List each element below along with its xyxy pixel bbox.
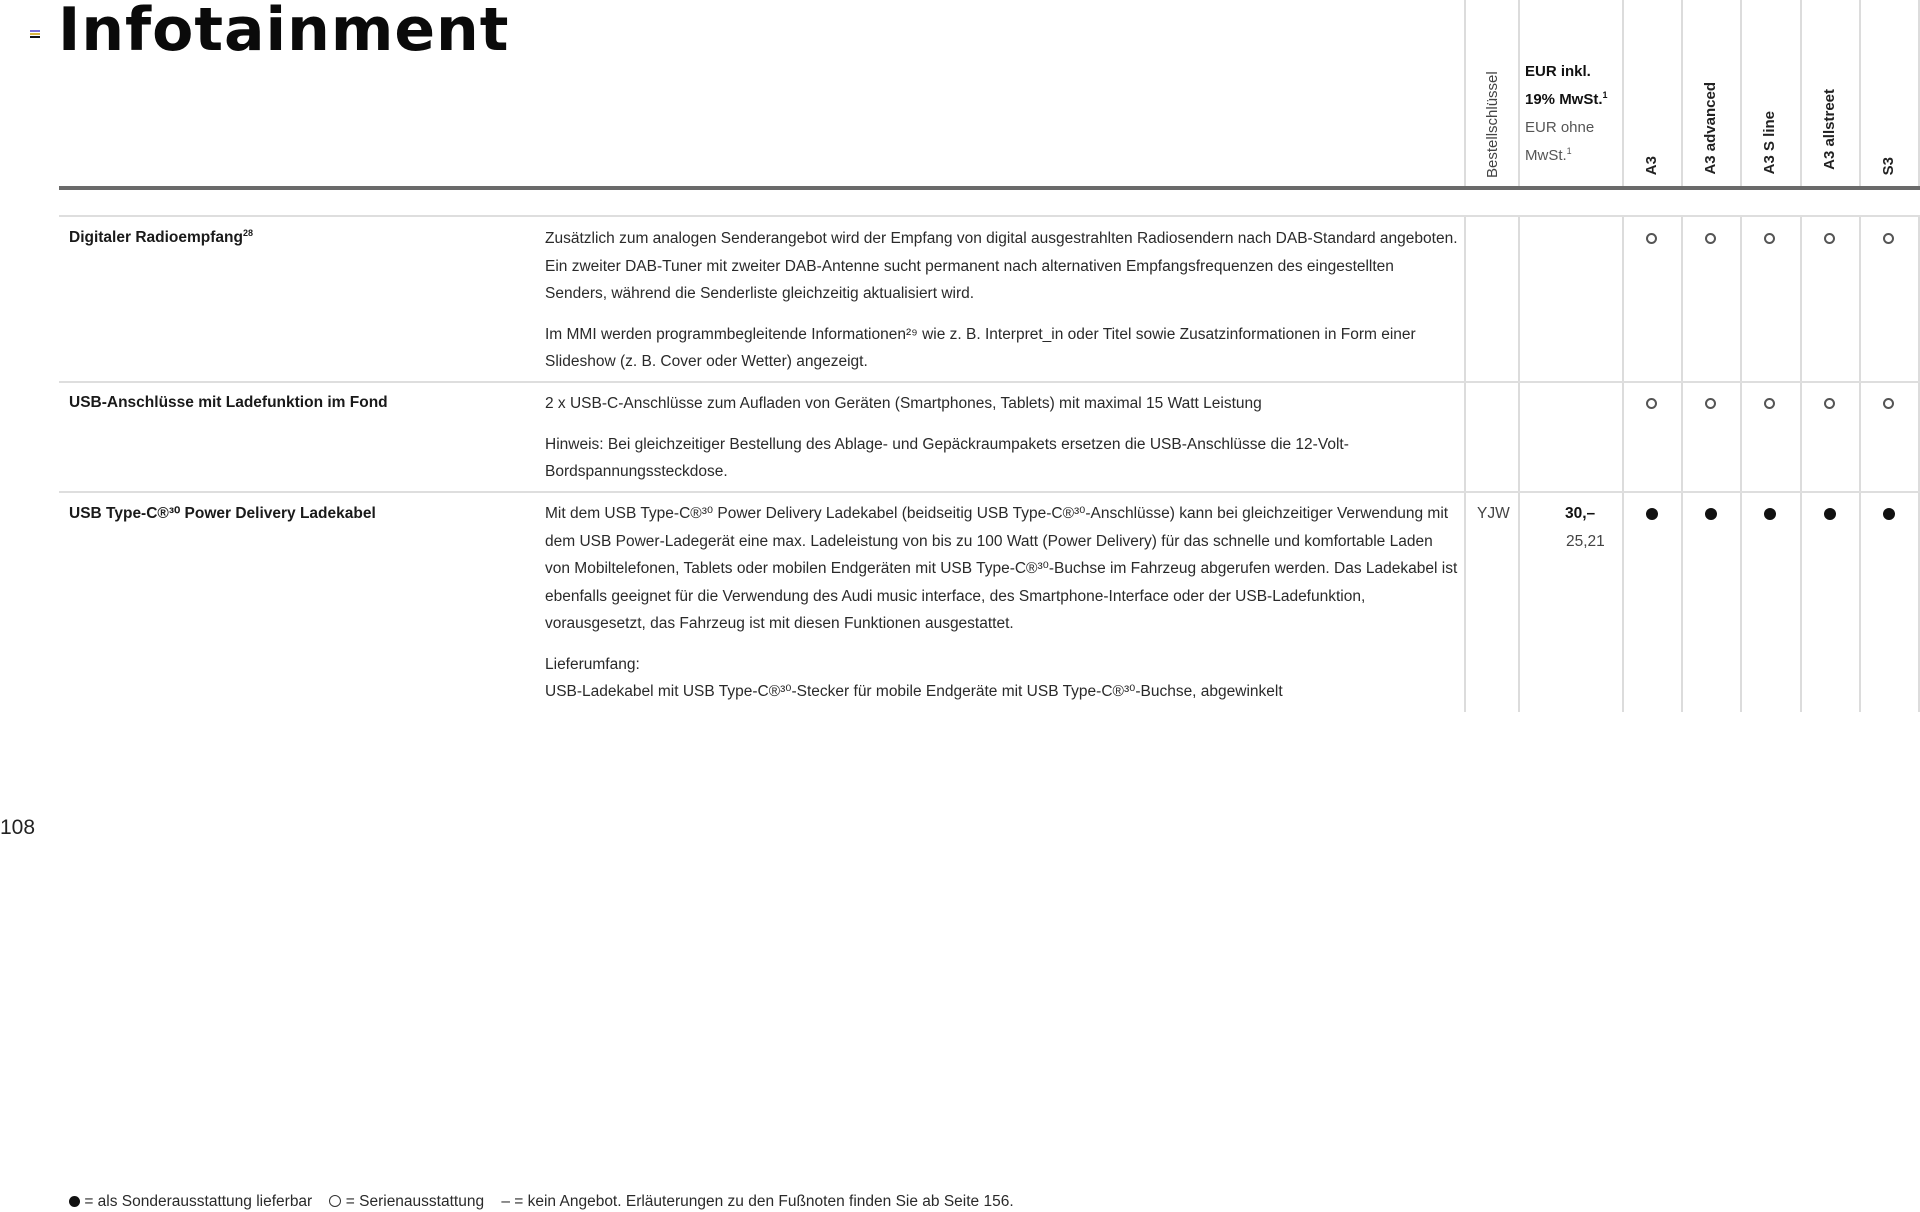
header-model-a3-advanced: A3 advanced bbox=[1702, 82, 1719, 175]
column-divider bbox=[1800, 216, 1802, 712]
feature-name: USB Type-C®³⁰ Power Delivery Ladekabel bbox=[69, 505, 376, 522]
price-excl-vat: 25,21 bbox=[1566, 533, 1605, 550]
header-model-a3-allstreet: A3 allstreet bbox=[1821, 89, 1838, 170]
open-circle-icon bbox=[329, 1195, 341, 1207]
legend-sonder: = als Sonderausstattung lieferbar bbox=[84, 1193, 313, 1210]
availability-serie-icon bbox=[1824, 398, 1835, 409]
dash-icon: – bbox=[501, 1193, 510, 1210]
availability-sonder-icon bbox=[1883, 508, 1895, 520]
price-incl-vat: 30,– bbox=[1565, 505, 1596, 522]
header-rule bbox=[59, 186, 1920, 190]
page-title: Infotainment bbox=[58, 0, 510, 65]
header-price-excl-line2: MwSt. bbox=[1525, 147, 1567, 164]
row-rule bbox=[59, 215, 1920, 217]
description-paragraph: Zusätzlich zum analogen Senderangebot wird der Empfang von digital ausgestrahlten Radiosendern nach DAB-Standard angeboten. Ein zweiter DAB-Tuner mit zweiter DAB-Antenne sucht permanent nach alternativen Empfangsfrequenzen des eingestellten Senders, während die Senderliste gleichzeitig aktualisiert wird. bbox=[545, 230, 1458, 302]
feature-description bbox=[545, 390, 1460, 499]
column-divider bbox=[1464, 216, 1466, 712]
column-divider bbox=[1740, 216, 1742, 712]
column-divider bbox=[1622, 0, 1624, 188]
feature-description bbox=[545, 500, 1460, 706]
header-model-a3: A3 bbox=[1643, 156, 1660, 176]
availability-serie-icon bbox=[1883, 233, 1894, 244]
availability-serie-icon bbox=[1824, 233, 1835, 244]
availability-serie-icon bbox=[1883, 398, 1894, 409]
availability-serie-icon bbox=[1646, 233, 1657, 244]
legend-none: = kein Angebot. Erläuterungen zu den Fußnoten finden Sie ab Seite 156. bbox=[514, 1193, 1014, 1210]
footnote-ref: 1 bbox=[1602, 90, 1608, 100]
availability-sonder-icon bbox=[1646, 508, 1658, 520]
column-divider bbox=[1859, 216, 1861, 712]
description-paragraph: Hinweis: Bei gleichzeitiger Bestellung des Ablage- und Gepäckraumpakets ersetzen die USB-Anschlüsse die 12-Volt-Bordspannungssteckdose. bbox=[545, 435, 1349, 480]
order-code: YJW bbox=[1477, 505, 1510, 522]
header-price-excl-line1: EUR ohne bbox=[1525, 119, 1595, 136]
column-divider bbox=[1464, 0, 1466, 188]
footnote-ref: 1 bbox=[1566, 146, 1572, 156]
section-marker-icon bbox=[30, 30, 40, 40]
header-order-key: Bestellschlüssel bbox=[1484, 71, 1501, 178]
column-divider bbox=[1622, 216, 1624, 712]
header-model-a3-s-line: A3 S line bbox=[1761, 111, 1778, 175]
legend-serie: = Serienausstattung bbox=[345, 1193, 485, 1210]
availability-serie-icon bbox=[1705, 233, 1716, 244]
availability-serie-icon bbox=[1705, 398, 1716, 409]
description-paragraph: Mit dem USB Type-C®³⁰ Power Delivery Ladekabel (beidseitig USB Type-C®³⁰-Anschlüsse) kann bei gleichzeitiger Verwendung mit dem USB Power-Ladegerät eine max. Ladeleistung von bis zu 100 Watt (Power Delivery) für das schnelle und komfortable Laden von Mobiltelefonen, Tablets oder mobilen Endgeräten mit USB Type-C®³⁰-Buchse im Fahrzeug abgerufen werden. Das Ladekabel ist ebenfalls geeignet für die Verwendung des Audi music interface, des Smartphone-Interface oder der USB-Ladefunktion, vorausgesetzt, das Fahrzeug ist mit diesen Funktionen ausgestattet. bbox=[545, 505, 1458, 632]
column-divider bbox=[1859, 0, 1861, 188]
header-model-s3: S3 bbox=[1880, 157, 1897, 176]
page-number: 108 bbox=[0, 816, 36, 839]
column-divider bbox=[1681, 0, 1683, 188]
availability-sonder-icon bbox=[1824, 508, 1836, 520]
description-paragraph: USB-Ladekabel mit USB Type-C®³⁰-Stecker für mobile Endgeräte mit USB Type-C®³⁰-Buchse, abgewinkelt bbox=[545, 683, 1283, 700]
header-price bbox=[1525, 58, 1620, 170]
availability-serie-icon bbox=[1764, 398, 1775, 409]
legend bbox=[69, 1193, 1014, 1211]
feature-name: Digitaler Radioempfang$^{28}$ bbox=[69, 227, 253, 246]
column-divider bbox=[1681, 216, 1683, 712]
column-divider bbox=[1740, 0, 1742, 188]
column-divider bbox=[1518, 216, 1520, 712]
feature-description bbox=[545, 225, 1460, 389]
footnote-ref: 28 bbox=[242, 227, 253, 238]
column-divider bbox=[1800, 0, 1802, 188]
feature-name: USB-Anschlüsse mit Ladefunktion im Fond bbox=[69, 394, 388, 411]
availability-serie-icon bbox=[1646, 398, 1657, 409]
column-divider bbox=[1518, 0, 1520, 188]
description-paragraph: 2 x USB-C-Anschlüsse zum Aufladen von Geräten (Smartphones, Tablets) mit maximal 15 Watt Leistung bbox=[545, 395, 1262, 412]
availability-sonder-icon bbox=[1764, 508, 1776, 520]
filled-dot-icon bbox=[69, 1196, 80, 1207]
description-paragraph: Im MMI werden programmbegleitende Informationen²⁹ wie z. B. Interpret_in oder Titel sowie Zusatzinformationen in Form einer Slideshow (z. B. Cover oder Wetter) angezeigt. bbox=[545, 325, 1416, 370]
availability-sonder-icon bbox=[1705, 508, 1717, 520]
description-paragraph: Lieferumfang: bbox=[545, 655, 640, 673]
header-price-incl-line1: EUR inkl. bbox=[1525, 63, 1591, 80]
header-price-incl-line2: 19% MwSt. bbox=[1525, 91, 1603, 108]
availability-serie-icon bbox=[1764, 233, 1775, 244]
